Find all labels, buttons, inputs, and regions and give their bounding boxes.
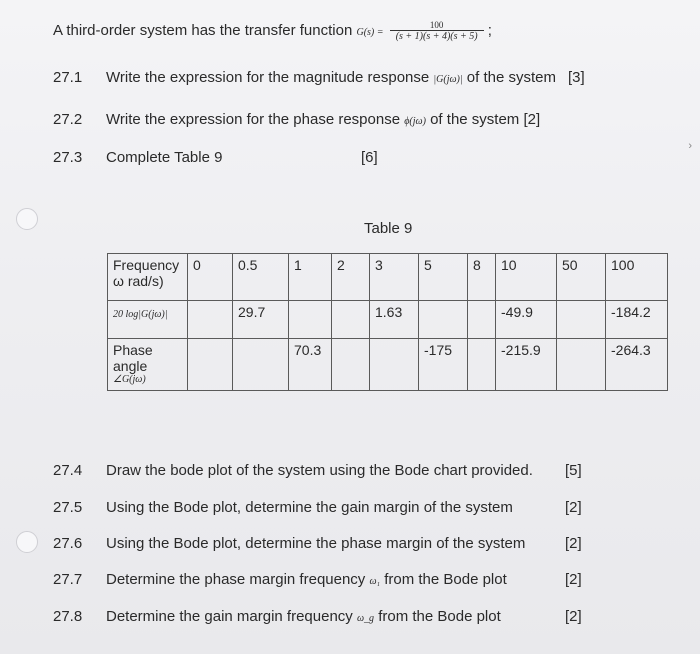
question-number: 27.1	[53, 69, 83, 86]
table-cell: 5	[419, 254, 468, 301]
q-math: ϕ(jω)	[404, 116, 426, 127]
question-text: Complete Table 9	[106, 149, 223, 166]
question-mark: [2]	[565, 535, 582, 552]
table-cell: 1.63	[370, 301, 419, 339]
table-cell: 2	[332, 254, 370, 301]
magnitude-header	[108, 301, 188, 339]
q-text-part: Write the expression for the magnitude response	[106, 69, 430, 86]
table-cell	[188, 301, 233, 339]
question-text	[106, 111, 540, 128]
frequency-label: Frequency	[113, 257, 180, 273]
table-cell	[557, 301, 606, 339]
table-cell: 1	[289, 254, 332, 301]
q-text-part: Determine the phase margin frequency	[106, 571, 366, 588]
table-cell: 100	[606, 254, 668, 301]
magnitude-label: 20 log|G(jω)|	[113, 309, 168, 320]
transfer-function-fraction	[390, 20, 484, 42]
table-9	[107, 253, 668, 391]
frequency-header	[108, 254, 188, 301]
table-cell: -184.2	[606, 301, 668, 339]
table-cell: 8	[468, 254, 496, 301]
table-cell	[468, 339, 496, 391]
question-text: Using the Bode plot, determine the gain margin of the system	[106, 499, 513, 516]
q-text-part: Write the expression for the phase response	[106, 111, 401, 128]
question-number: 27.8	[53, 608, 83, 625]
question-number: 27.7	[53, 571, 83, 588]
table-cell: 0	[188, 254, 233, 301]
question-text: Using the Bode plot, determine the phase margin of the system	[106, 535, 526, 552]
q-math: ω_g	[356, 613, 375, 624]
q-math: ω₁	[369, 576, 381, 587]
question-mark: [3]	[568, 69, 585, 86]
frequency-unit: ω rad/s)	[113, 273, 164, 289]
table-cell: 10	[496, 254, 557, 301]
table-cell	[468, 301, 496, 339]
question-mark: [6]	[361, 149, 378, 166]
question-number: 27.4	[53, 462, 83, 479]
tf-punct: ;	[487, 21, 492, 39]
table-row-phase	[108, 339, 668, 391]
table-cell: -175	[419, 339, 468, 391]
question-number: 27.3	[53, 149, 83, 166]
phase-label: Phase angle	[113, 342, 153, 374]
table-row-frequency	[108, 254, 668, 301]
table-cell: 29.7	[233, 301, 289, 339]
table-caption: Table 9	[364, 220, 413, 237]
chevron-right-icon: ›	[688, 140, 692, 152]
phase-header	[108, 339, 188, 391]
question-number: 27.5	[53, 499, 83, 516]
q-text-part: from the Bode plot	[384, 571, 507, 588]
radio-button[interactable]	[16, 531, 38, 553]
table-cell	[188, 339, 233, 391]
question-text	[106, 571, 507, 588]
table-cell: 3	[370, 254, 419, 301]
question-text	[106, 608, 501, 625]
table-cell	[332, 301, 370, 339]
table-cell: 70.3	[289, 339, 332, 391]
table-row-magnitude	[108, 301, 668, 339]
question-mark: [2]	[565, 571, 582, 588]
table-cell	[419, 301, 468, 339]
question-text: Draw the bode plot of the system using the Bode chart provided.	[106, 462, 533, 479]
table-cell	[557, 339, 606, 391]
table-cell	[332, 339, 370, 391]
q-text-part: Determine the gain margin frequency	[106, 608, 353, 625]
question-number: 27.2	[53, 111, 83, 128]
q-text-part: of the system [2]	[430, 111, 541, 128]
transfer-function-label: G(s) =	[356, 26, 384, 38]
problem-intro	[53, 20, 492, 42]
tf-denominator: (s + 1)(s + 4)(s + 5)	[395, 31, 478, 42]
table-cell	[233, 339, 289, 391]
table-cell: -215.9	[496, 339, 557, 391]
question-mark: [2]	[565, 499, 582, 516]
table-cell: 50	[557, 254, 606, 301]
q-text-part: from the Bode plot	[378, 608, 501, 625]
tf-numerator: 100	[390, 20, 484, 31]
radio-button[interactable]	[16, 208, 38, 230]
question-number: 27.6	[53, 535, 83, 552]
q-text-part: of the system	[466, 69, 556, 86]
intro-text: A third-order system has the transfer function	[53, 21, 353, 39]
question-text	[106, 69, 556, 86]
question-mark: [2]	[565, 608, 582, 625]
table-cell	[289, 301, 332, 339]
phase-symbol: ∠G(jω)	[113, 374, 146, 385]
question-mark: [5]	[565, 462, 582, 479]
table-cell	[370, 339, 419, 391]
table-cell: 0.5	[233, 254, 289, 301]
table-cell: -49.9	[496, 301, 557, 339]
table-cell: -264.3	[606, 339, 668, 391]
q-math: |G(jω)|	[433, 74, 463, 85]
